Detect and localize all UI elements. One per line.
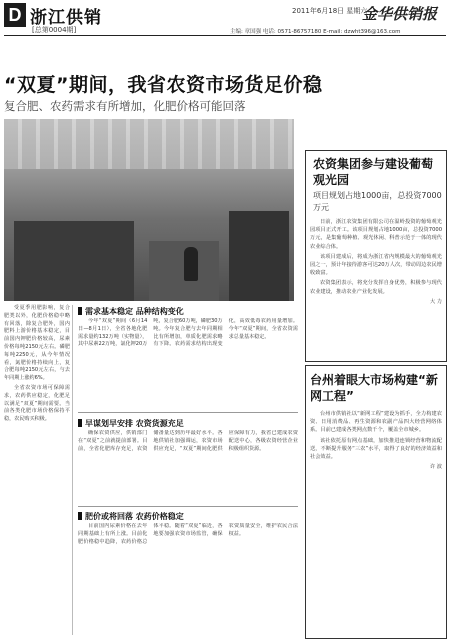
section-heading-1: 需求基本稳定 品种结构变化	[78, 306, 184, 317]
section-divider	[78, 506, 298, 507]
section-heading-3: 肥价或将回落 农药价格稳定	[78, 511, 184, 522]
issue-number: [总第0004期]	[32, 26, 77, 34]
paragraph: 目前国内尿素价格在去年同期基础上有所上涨。目前化肥价格稳中趋降，农药价格总体平稳。随着“双夏”临近，各地要加强农资市场监管，确保农资质量安全，维护农民合法权益。	[78, 523, 298, 545]
left-column-article	[4, 305, 70, 426]
newspaper-logo: 金华供销报	[362, 5, 438, 23]
masthead-rule	[4, 35, 446, 36]
paragraph: 农资集团表示，将充分发挥自身优势，积极参与现代农业建设，推动农业产业化发展。	[310, 280, 442, 295]
sidebar-article-subtitle: 项目规划占地1000亩，总投资7000万元	[313, 191, 442, 212]
sidebar-article-2-body	[310, 410, 442, 471]
column-divider	[72, 305, 73, 635]
section-heading-2: 早谋划早安排 农资货源充足	[78, 418, 184, 429]
publication-date: 2011年6月18日 星期六	[292, 7, 368, 15]
paragraph: 该社依托原有网点基础，加快推进连锁经营和物流配送，不断提升服务“三农”水平，取得了良好的经济效益和社会效益。	[310, 437, 442, 461]
paragraph: 确保农资供应，供销部门在“双夏”之前就提前部署。目前，全省化肥库存充足，农资储备量达到历年最好水平。各地供销社加强调运，农资市场供应充足，“双夏”期间化肥供应保障有力，我省已建成农资配送中心，各级农资经营企业积极组织货源。	[78, 430, 298, 452]
paragraph: 受夏季用肥影响，复合肥类以外，化肥价格稳中略有回落，除复合肥外，国内肥料上游价格基本稳定，目前国内钾肥价格较高，尿素价格每吨2150元左右。磷肥每吨2250元，从今年情况看，氮肥价格持续向上，复合肥每吨2150元左右，与去年同期上涨约6%。	[4, 305, 70, 382]
photo-worker	[184, 247, 198, 281]
photo-roof	[4, 119, 294, 169]
sidebar-article-2-title: 台州着眼大市场构建“新网工程”	[310, 373, 438, 403]
masthead	[0, 0, 450, 38]
article-byline: 大 力	[429, 298, 442, 305]
paragraph: 台州市供销社以“新网工程”建设为抓手，全力构建农资、日用消费品、再生资源和农副产品四大经营网络体系。目前已建成各类网点数千个，覆盖全市城乡。	[310, 411, 442, 434]
editor-contact-line: 主编: 章国强 电话: 0571-86757180 E-mail: dzwht396@163.com	[230, 29, 401, 35]
sidebar-article-body	[310, 218, 442, 306]
photo-fertilizer-stack	[229, 211, 289, 301]
paragraph: 今年“双夏”期间（6月14日—8月1日），全省各地化肥需求量约132万吨（实物量），其中尿素22万吨，氯化钾20万吨，复合肥60万吨，磷肥30万吨。今年复合肥与去年同期相比有所增加，单质化肥需求略有下降。农药需求结构出现变化，高效低毒农药用量增加。今年“双夏”期间，全省农资需求总量基本稳定。	[78, 318, 298, 348]
section-letter-badge: D	[4, 3, 26, 27]
sidebar-article-title: 农资集团参与建设葡萄观光园	[313, 157, 434, 187]
main-headline: “双夏”期间，我省农资市场货足价稳	[4, 74, 323, 96]
main-subheadline: 复合肥、农药需求有所增加，化肥价格可能回落	[4, 99, 246, 113]
sidebar-article-box-2	[305, 365, 447, 639]
heading-marker	[78, 512, 82, 520]
article-byline: 许 波	[429, 464, 442, 471]
section-title: 浙江供销	[30, 8, 102, 28]
section-divider	[78, 412, 298, 413]
heading-marker	[78, 419, 82, 427]
section-3-body	[78, 523, 298, 633]
paragraph: 全省农资市场可保障需求，农药供应稳定，化肥足以满足“双夏”期间需要。当前各类化肥市场价格保持平稳，农民购买积极。	[4, 384, 70, 423]
heading-marker	[78, 307, 82, 315]
section-1-body	[78, 318, 298, 406]
warehouse-photo	[4, 119, 294, 301]
section-2-body	[78, 430, 298, 502]
paragraph: 该项目建成后，将成为浙江省内规模最大的葡萄观光园之一，预计年接待游客可达20万人次，带动周边农民增收致富。	[310, 253, 442, 277]
photo-fertilizer-stack	[14, 221, 134, 301]
paragraph: 日前，浙江农资集团有限公司在温岭投资的葡萄观光园项目正式开工。该项目规划占地1000亩，总投资7000万元，是集葡萄种植、观光休闲、科普示范于一体的现代农业综合体。	[310, 219, 442, 250]
